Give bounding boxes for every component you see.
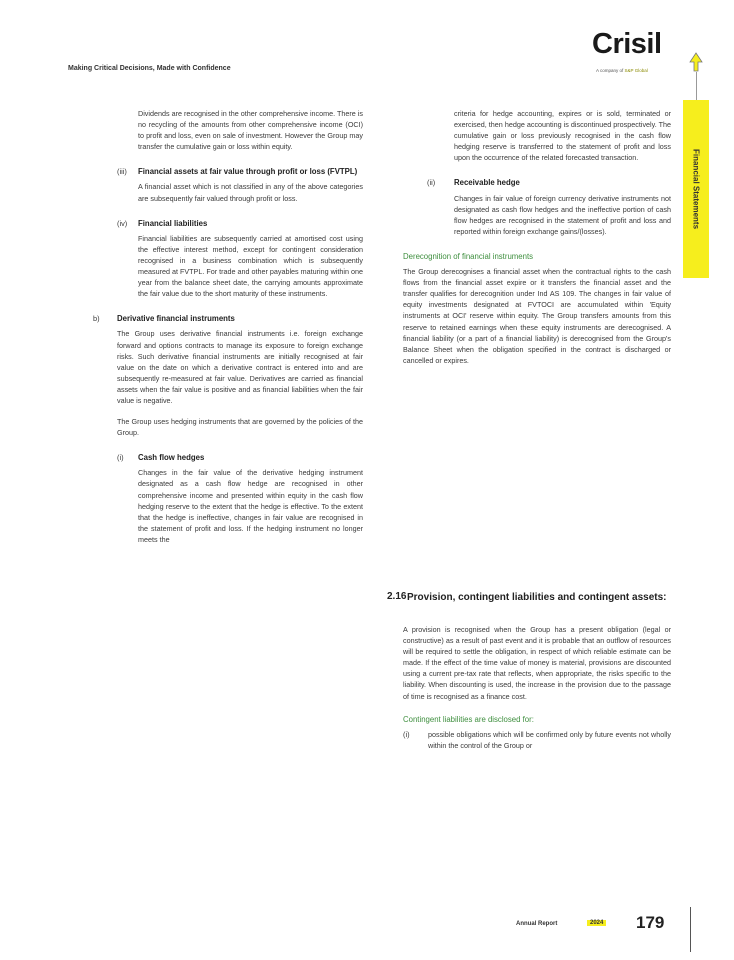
paragraph: Financial liabilities are subsequently carried at amortised cost using the effective interest method, except for contingent consideration recognised in a business combination which is subsequently measured at FVTPL. For trade and other payables maturing within one year from the balance sheet date, the carrying amounts approximate the fair value due to the short maturity of these instruments. <box>138 233 363 299</box>
header-tagline: Making Critical Decisions, Made with Confidence <box>68 65 231 72</box>
subheading: Cash flow hedges <box>138 453 205 463</box>
right-column-lower <box>403 624 671 761</box>
home-arrow-icon[interactable] <box>689 52 703 72</box>
page-number: 179 <box>636 913 665 932</box>
item-number: (ii) <box>427 178 436 188</box>
footer-divider <box>690 907 691 952</box>
paragraph: A financial asset which is not classified in any of the above categories are subsequently fair valued through profit or loss. <box>138 182 363 203</box>
logo-subtitle <box>596 68 648 73</box>
item-number: (iii) <box>117 167 127 177</box>
right-column <box>403 108 671 376</box>
item-number: (i) <box>117 453 124 463</box>
subheading: Derivative financial instruments <box>117 314 235 324</box>
section-title: Provision, contingent liabilities and contingent assets: <box>407 592 667 603</box>
item-number: b) <box>93 314 100 324</box>
green-subheading: Derecognition of financial instruments <box>403 251 534 261</box>
left-column <box>93 108 363 555</box>
logo-sub-highlight: S&P Global <box>624 68 648 73</box>
subheading: Receivable hedge <box>454 178 520 188</box>
footer-year: 2024 <box>587 920 606 926</box>
paragraph: criteria for hedge accounting, expires or is sold, terminated or exercised, then hedge accounting is discontinued prospectively. The cumulative gain or loss previously recognised in the cash flow hedging reserve is transferred to the statement of profit and loss upon the occurrence of the related forecasted transaction. <box>454 109 671 163</box>
paragraph: Changes in the fair value of the derivative hedging instrument designated as a cash flow hedge are recognised in other comprehensive income and presented within equity in the cash flow hedging reserve to the extent that the hedge is effective. To the extent that the hedge is ineffective, changes in fair value are recognised in the statement of profit and loss. If the hedging instrument no longer meets the <box>138 468 363 544</box>
green-subheading: Contingent liabilities are disclosed for: <box>403 714 534 724</box>
item-number: (i) <box>403 729 410 739</box>
paragraph: A provision is recognised when the Group has a present obligation (legal or constructive) as a result of past event and it is probable that an outflow of resources will be required to settle the obligation, in respect of which reliable estimate can be made. If the effect of the time value of money is material, provisions are discounted using a current pre-tax rate that reflects, when appropriate, the risks specific to the liability. When discounting is used, the increase in the provision due to the passage of time is recognised as a finance cost. <box>403 625 671 701</box>
footer-label: Annual Report <box>516 921 558 927</box>
logo-sub-prefix: A company of <box>596 68 624 73</box>
crisil-logo: Crisil <box>592 28 662 60</box>
paragraph: The Group derecognises a financial asset when the contractual rights to the cash flows from the financial asset expire or it transfers the financial asset and the transfer qualifies for derecognition under Ind AS 109. The changes in fair value of equity investments designated at FVTOCI are accumulated within 'Equity instruments at OCI' reserve within equity. The Group transfers amounts from this reserve to retained earnings when these equity instruments are derecognised. A financial liability (or a part of a financial liability) is derecognised from the Group's Balance Sheet when the obligation specified in the contract is discharged or cancelled or expires. <box>403 267 671 365</box>
subheading: Financial liabilities <box>138 218 208 228</box>
section-tab-label: Financial Statements <box>691 148 701 230</box>
section-tab-financial-statements[interactable] <box>683 100 709 278</box>
paragraph: Changes in fair value of foreign currency derivative instruments not designated as cash flow hedges and the ineffective portion of cash flow hedges are recognised in the statement of profit and loss and reported within foreign exchange gains/(losses). <box>454 193 671 236</box>
paragraph: The Group uses derivative financial instruments i.e. foreign exchange forward and options contracts to manage its exposure to foreign exchange risks. Such derivative financial instruments are initially recognised at fair value on the date on which a derivative contract is entered into and are subsequently re-measured at fair value. Derivatives are carried as financial assets when the fair value is positive and as financial liabilities when the fair value is negative. <box>117 329 363 405</box>
paragraph: Dividends are recognised in the other comprehensive income. There is no recycling of the amounts from other comprehensive income (OCI) to profit and loss, even on sale of investment. However the Group may transfer the cumulative gain or loss within equity. <box>138 109 363 152</box>
section-number: 2.16 <box>387 591 407 602</box>
paragraph: possible obligations which will be confirmed only by future events not wholly within the control of the Group or <box>428 729 671 750</box>
item-number: (iv) <box>117 218 128 228</box>
side-divider <box>696 72 697 100</box>
paragraph: The Group uses hedging instruments that are governed by the policies of the Group. <box>117 417 363 438</box>
subheading: Financial assets at fair value through profit or loss (FVTPL) <box>138 167 358 177</box>
